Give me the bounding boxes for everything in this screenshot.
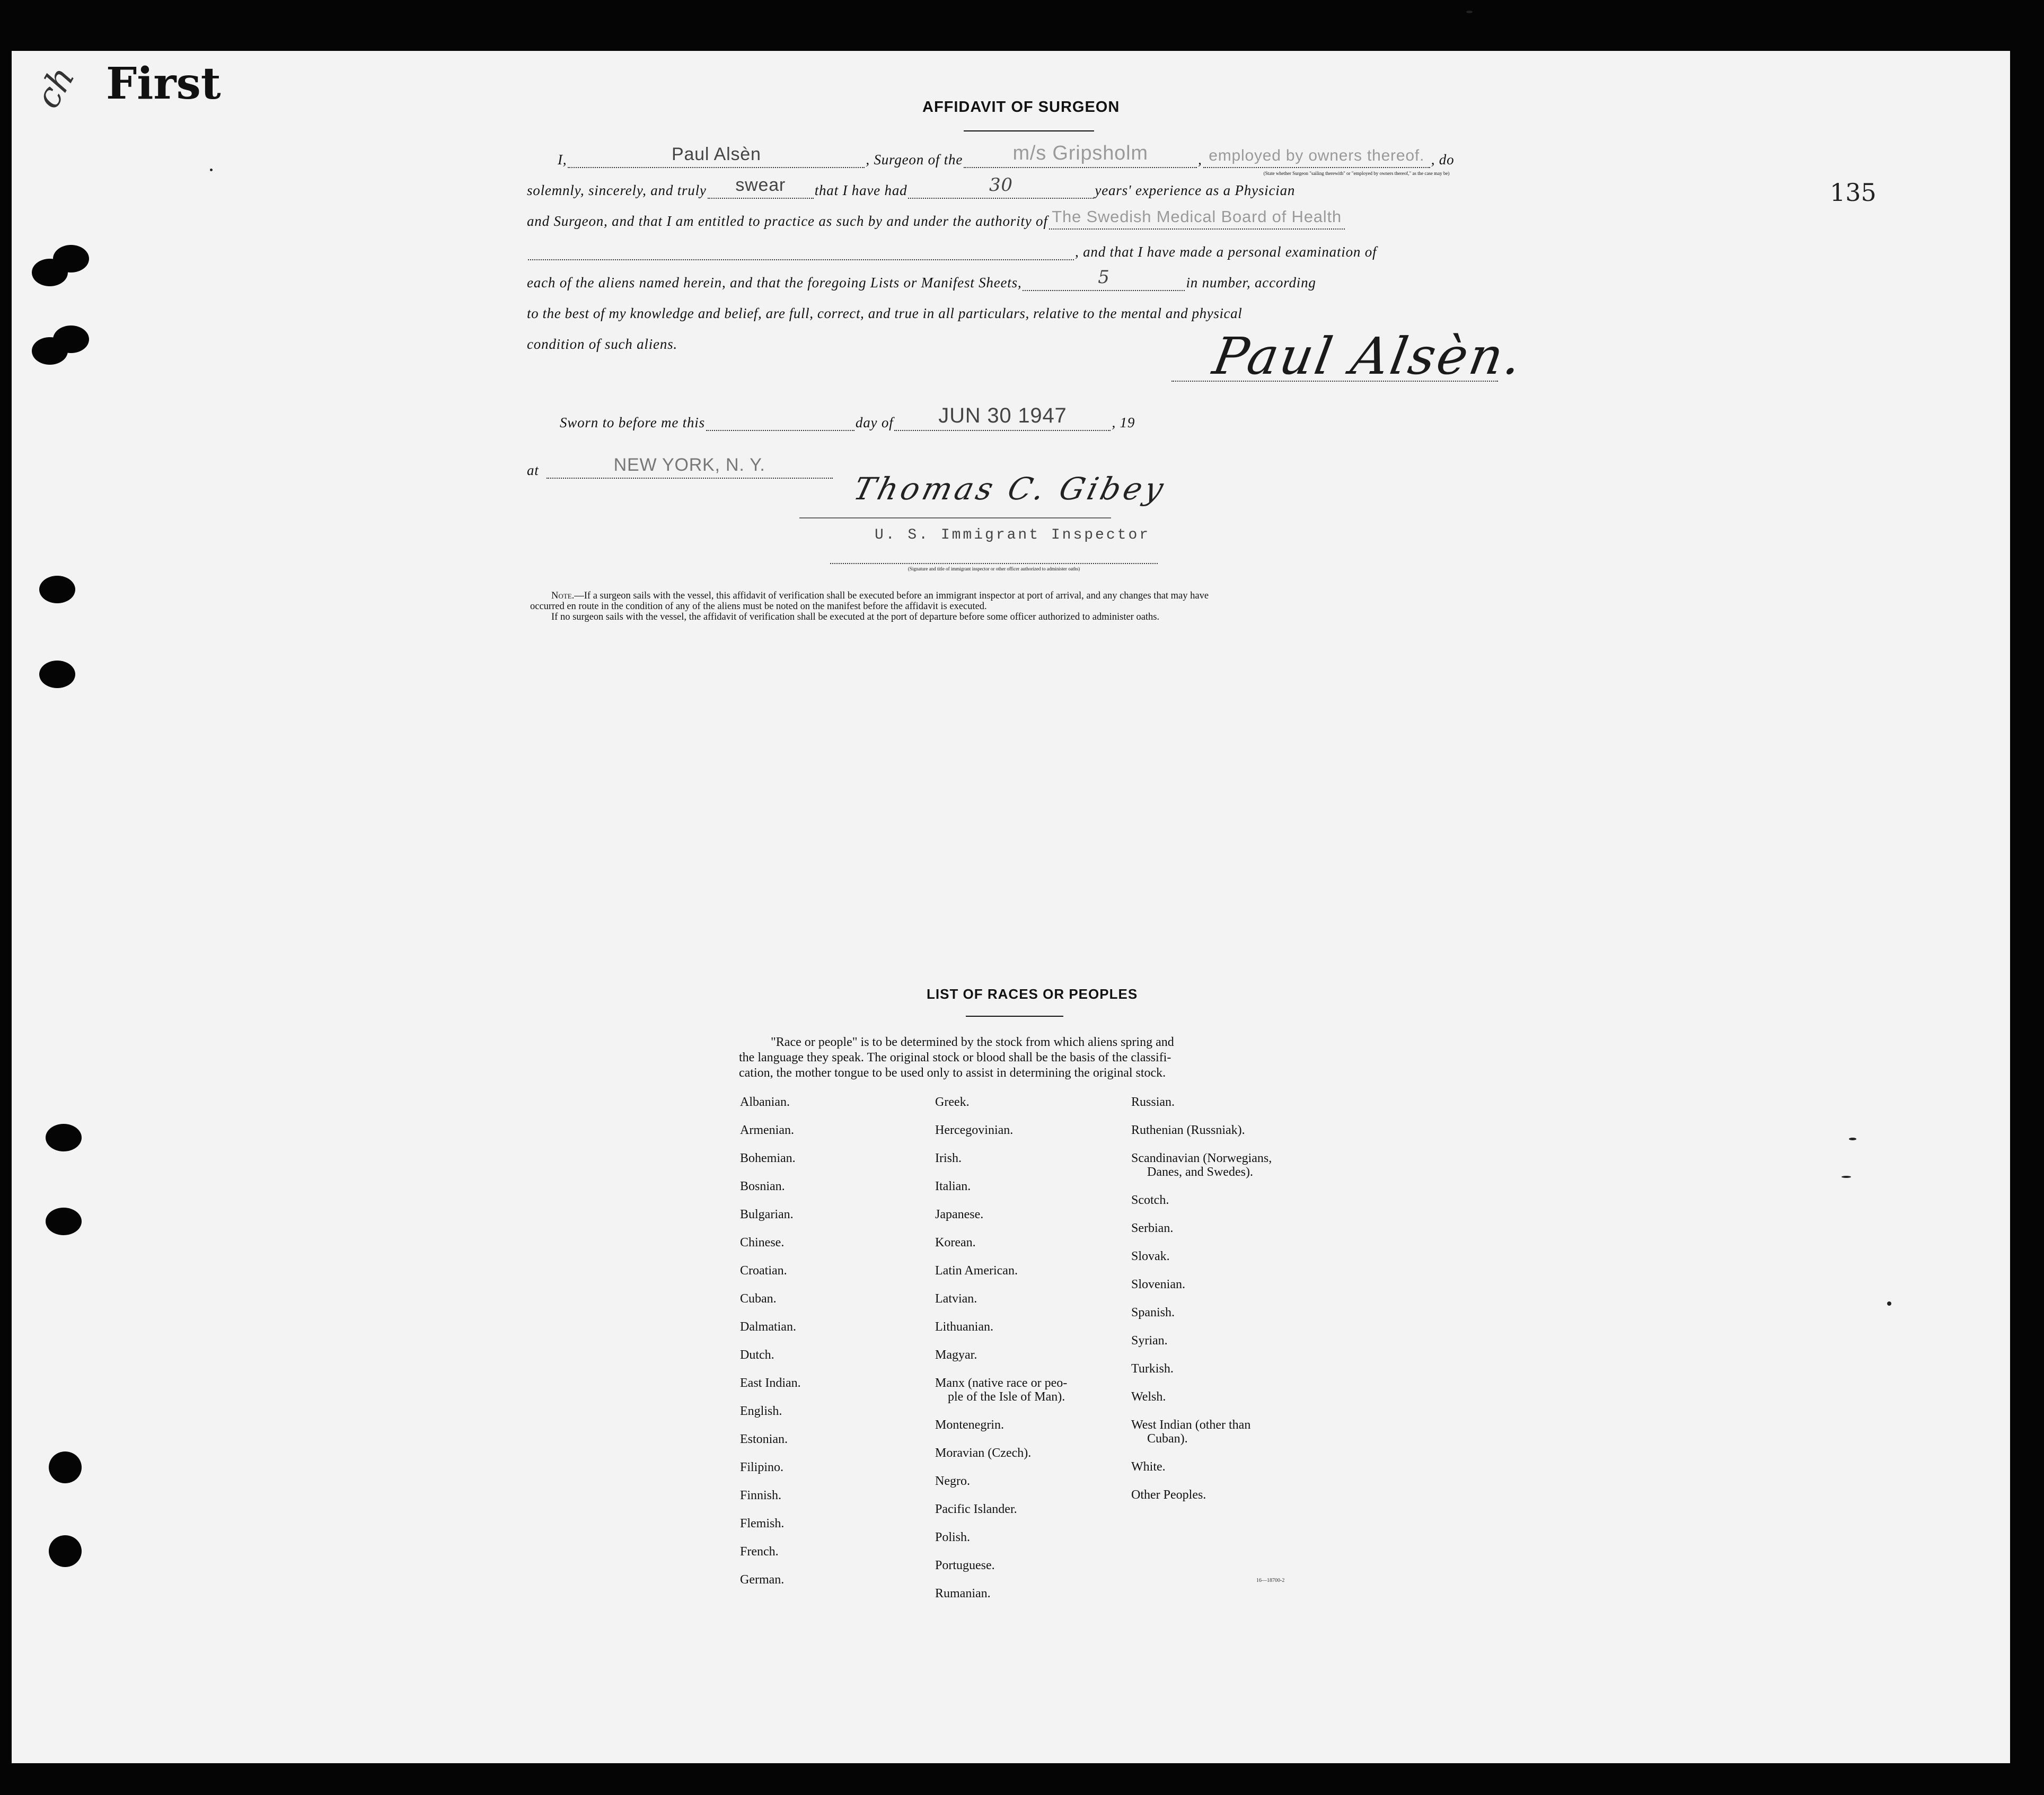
location-field [547, 455, 833, 479]
race-item: Irish. [935, 1151, 962, 1165]
race-item: Russian. [1131, 1095, 1175, 1109]
speck [1842, 1176, 1851, 1178]
date-stamp: JUN 30 1947 [938, 404, 1067, 427]
location-line [527, 455, 834, 479]
text: day of [855, 415, 894, 430]
race-item: Korean. [935, 1236, 976, 1250]
punch-hole [46, 1208, 82, 1235]
race-item: Japanese. [935, 1208, 984, 1221]
race-item: Rumanian. [935, 1587, 991, 1600]
inspector-signature: Thomas C. Gibey [850, 471, 1170, 507]
text: years' experience as a Physician [1095, 182, 1296, 198]
authority-name: The Swedish Medical Board of Health [1052, 207, 1342, 226]
race-item: Magyar. [935, 1348, 977, 1362]
authority-continuation-field [528, 247, 1074, 260]
oath-field [708, 175, 814, 199]
affidavit-line-6: to the best of my knowledge and belief, are full, correct, and true in all particulars, relative to the mental and physical [527, 305, 1243, 321]
affidavit-line-4 [527, 244, 1377, 260]
race-item: Greek. [935, 1095, 970, 1109]
sheet-count-field [1023, 267, 1185, 291]
vessel-name: m/s Gripsholm [1012, 142, 1148, 164]
race-item: Syrian. [1131, 1334, 1168, 1348]
race-item: Latvian. [935, 1292, 977, 1306]
races-column-1 [740, 1095, 801, 1587]
sheet-count: 5 [1098, 267, 1110, 288]
punch-hole [49, 1535, 82, 1567]
years-value: 30 [989, 174, 1013, 196]
race-item: Chinese. [740, 1236, 785, 1250]
note-text: —If a surgeon sails with the vessel, this affidavit of verification shall be executed before an immigrant inspector at port of arrival, and any changes that may have [574, 591, 1209, 601]
punch-hole [39, 576, 75, 603]
races-column-2 [935, 1095, 1067, 1600]
race-item: English. [740, 1404, 782, 1418]
surgeon-name-field [568, 144, 865, 168]
race-item: White. [1131, 1460, 1166, 1474]
races-intro [739, 1035, 1292, 1081]
capacity-instruction: (State whether Surgeon "sailing therewith" or "employed by owners thereof," as the case may be) [1263, 171, 1450, 176]
race-item: Spanish. [1131, 1306, 1175, 1319]
race-item: Danes, and Swedes). [1147, 1165, 1253, 1179]
inspector-title: U. S. Immigrant Inspector [875, 527, 1151, 543]
races-title: LIST OF RACES OR PEOPLES [927, 986, 1138, 1002]
intro-line: cation, the mother tongue to be used only to assist in determining the original stock. [739, 1066, 1166, 1080]
note-label: Note. [551, 591, 575, 601]
punch-hole [39, 661, 75, 688]
title-underline [964, 130, 1094, 131]
punch-hole [53, 245, 89, 272]
race-item: Estonian. [740, 1432, 788, 1446]
race-item: Dalmatian. [740, 1320, 796, 1334]
race-item: Pacific Islander. [935, 1502, 1017, 1516]
race-item: Flemish. [740, 1517, 785, 1530]
signature-caption: (Signature and title of immigrant inspector or other officer authorized to administer oaths) [908, 566, 1080, 571]
text: in number, according [1186, 275, 1316, 291]
text: , and that I have made a personal examination of [1075, 244, 1377, 260]
sworn-date-field [894, 404, 1111, 431]
inspector-signature-line [830, 563, 1158, 564]
race-item: ple of the Isle of Man). [948, 1390, 1065, 1404]
intro-line: "Race or people" is to be determined by the stock from which aliens spring and [771, 1035, 1174, 1049]
affidavit-line-3 [527, 207, 1346, 230]
race-item: Turkish. [1131, 1362, 1174, 1376]
text: , Surgeon of the [866, 152, 963, 168]
text: each of the aliens named herein, and that the foregoing Lists or Manifest Sheets, [527, 275, 1022, 291]
race-item: Bulgarian. [740, 1208, 794, 1221]
race-item: Serbian. [1131, 1221, 1174, 1235]
punch-hole [46, 1124, 82, 1151]
affidavit-title: AFFIDAVIT OF SURGEON [922, 99, 1120, 116]
intro-line: the language they speak. The original stock or blood shall be the basis of the classifi- [739, 1051, 1171, 1064]
text: , do [1431, 152, 1455, 168]
race-item: Albanian. [740, 1095, 790, 1109]
race-item: Cuban. [740, 1292, 777, 1306]
surgeon-name: Paul Alsèn [672, 144, 761, 164]
race-item: Cuban). [1147, 1432, 1188, 1446]
speck [1466, 11, 1473, 13]
race-item: Armenian. [740, 1123, 794, 1137]
race-item: West Indian (other than [1131, 1418, 1251, 1432]
race-item: Hercegovinian. [935, 1123, 1014, 1137]
race-item: Dutch. [740, 1348, 774, 1362]
race-item: Polish. [935, 1530, 971, 1544]
text: at [527, 462, 539, 478]
authority-field [1049, 207, 1345, 230]
surgeon-signature-line [1171, 381, 1498, 382]
text: Sworn to before me this [560, 415, 705, 430]
speck [1849, 1138, 1856, 1140]
surgeon-signature: Paul Alsèn. [1209, 327, 1528, 386]
race-item: Slovenian. [1131, 1278, 1185, 1291]
race-item: Portuguese. [935, 1559, 995, 1572]
race-item: Negro. [935, 1474, 970, 1488]
races-title-underline [966, 1016, 1063, 1017]
race-item: Scandinavian (Norwegians, [1131, 1151, 1272, 1165]
margin-scribble: ch [28, 60, 83, 115]
affidavit-line-5 [527, 267, 1316, 291]
race-item: Other Peoples. [1131, 1488, 1206, 1502]
capacity-text: employed by owners thereof. [1209, 147, 1425, 164]
race-item: Manx (native race or peo- [935, 1376, 1068, 1390]
race-item: Ruthenian (Russniak). [1131, 1123, 1245, 1137]
race-item: East Indian. [740, 1376, 801, 1390]
oath-word: swear [735, 175, 786, 195]
affidavit-line-2 [527, 174, 1296, 199]
race-item: German. [740, 1573, 785, 1587]
years-field [908, 174, 1094, 199]
sworn-day-field [706, 417, 854, 431]
location-stamp: NEW YORK, N. Y. [613, 455, 765, 475]
affidavit-line-7: condition of such aliens. [527, 336, 677, 352]
race-item: Italian. [935, 1180, 971, 1193]
race-item: Slovak. [1131, 1250, 1170, 1263]
speck [210, 169, 213, 171]
text: I, [558, 152, 567, 168]
race-item: Montenegrin. [935, 1418, 1004, 1432]
form-code: 16—18700-2 [1256, 1578, 1285, 1583]
sworn-line [560, 404, 1135, 431]
race-item: Croatian. [740, 1264, 787, 1278]
vessel-field [964, 142, 1197, 168]
corner-label: First [106, 58, 221, 109]
race-item: Bohemian. [740, 1151, 796, 1165]
races-column-3 [1131, 1095, 1272, 1502]
text: that I have had [814, 182, 908, 198]
page-number: 135 [1830, 178, 1876, 207]
race-item: Welsh. [1131, 1390, 1166, 1404]
race-item: Scotch. [1131, 1193, 1169, 1207]
race-item: Moravian (Czech). [935, 1446, 1032, 1460]
text: solemnly, sincerely, and truly [527, 182, 707, 198]
race-item: Latin American. [935, 1264, 1018, 1278]
affidavit-note [530, 591, 1500, 622]
text: , [1198, 152, 1202, 168]
race-item: Lithuanian. [935, 1320, 993, 1334]
race-item: Filipino. [740, 1460, 784, 1474]
speck [1887, 1301, 1891, 1306]
text: , 19 [1112, 415, 1135, 430]
capacity-field [1203, 147, 1430, 168]
inspector-signature-rule [799, 517, 1111, 518]
race-item: French. [740, 1545, 779, 1559]
punch-hole [53, 325, 89, 353]
race-item: Finnish. [740, 1489, 782, 1502]
note-text: occurred en route in the condition of any of the aliens must be noted on the manifest before the affidavit is executed. [530, 601, 987, 612]
punch-hole [49, 1451, 82, 1483]
race-item: Bosnian. [740, 1180, 785, 1193]
note-text: If no surgeon sails with the vessel, the affidavit of verification shall be executed at the port of departure before some officer authorized to administer oaths. [551, 612, 1160, 622]
text: and Surgeon, and that I am entitled to practice as such by and under the authority of [527, 213, 1048, 229]
affidavit-line-1 [558, 142, 1455, 168]
